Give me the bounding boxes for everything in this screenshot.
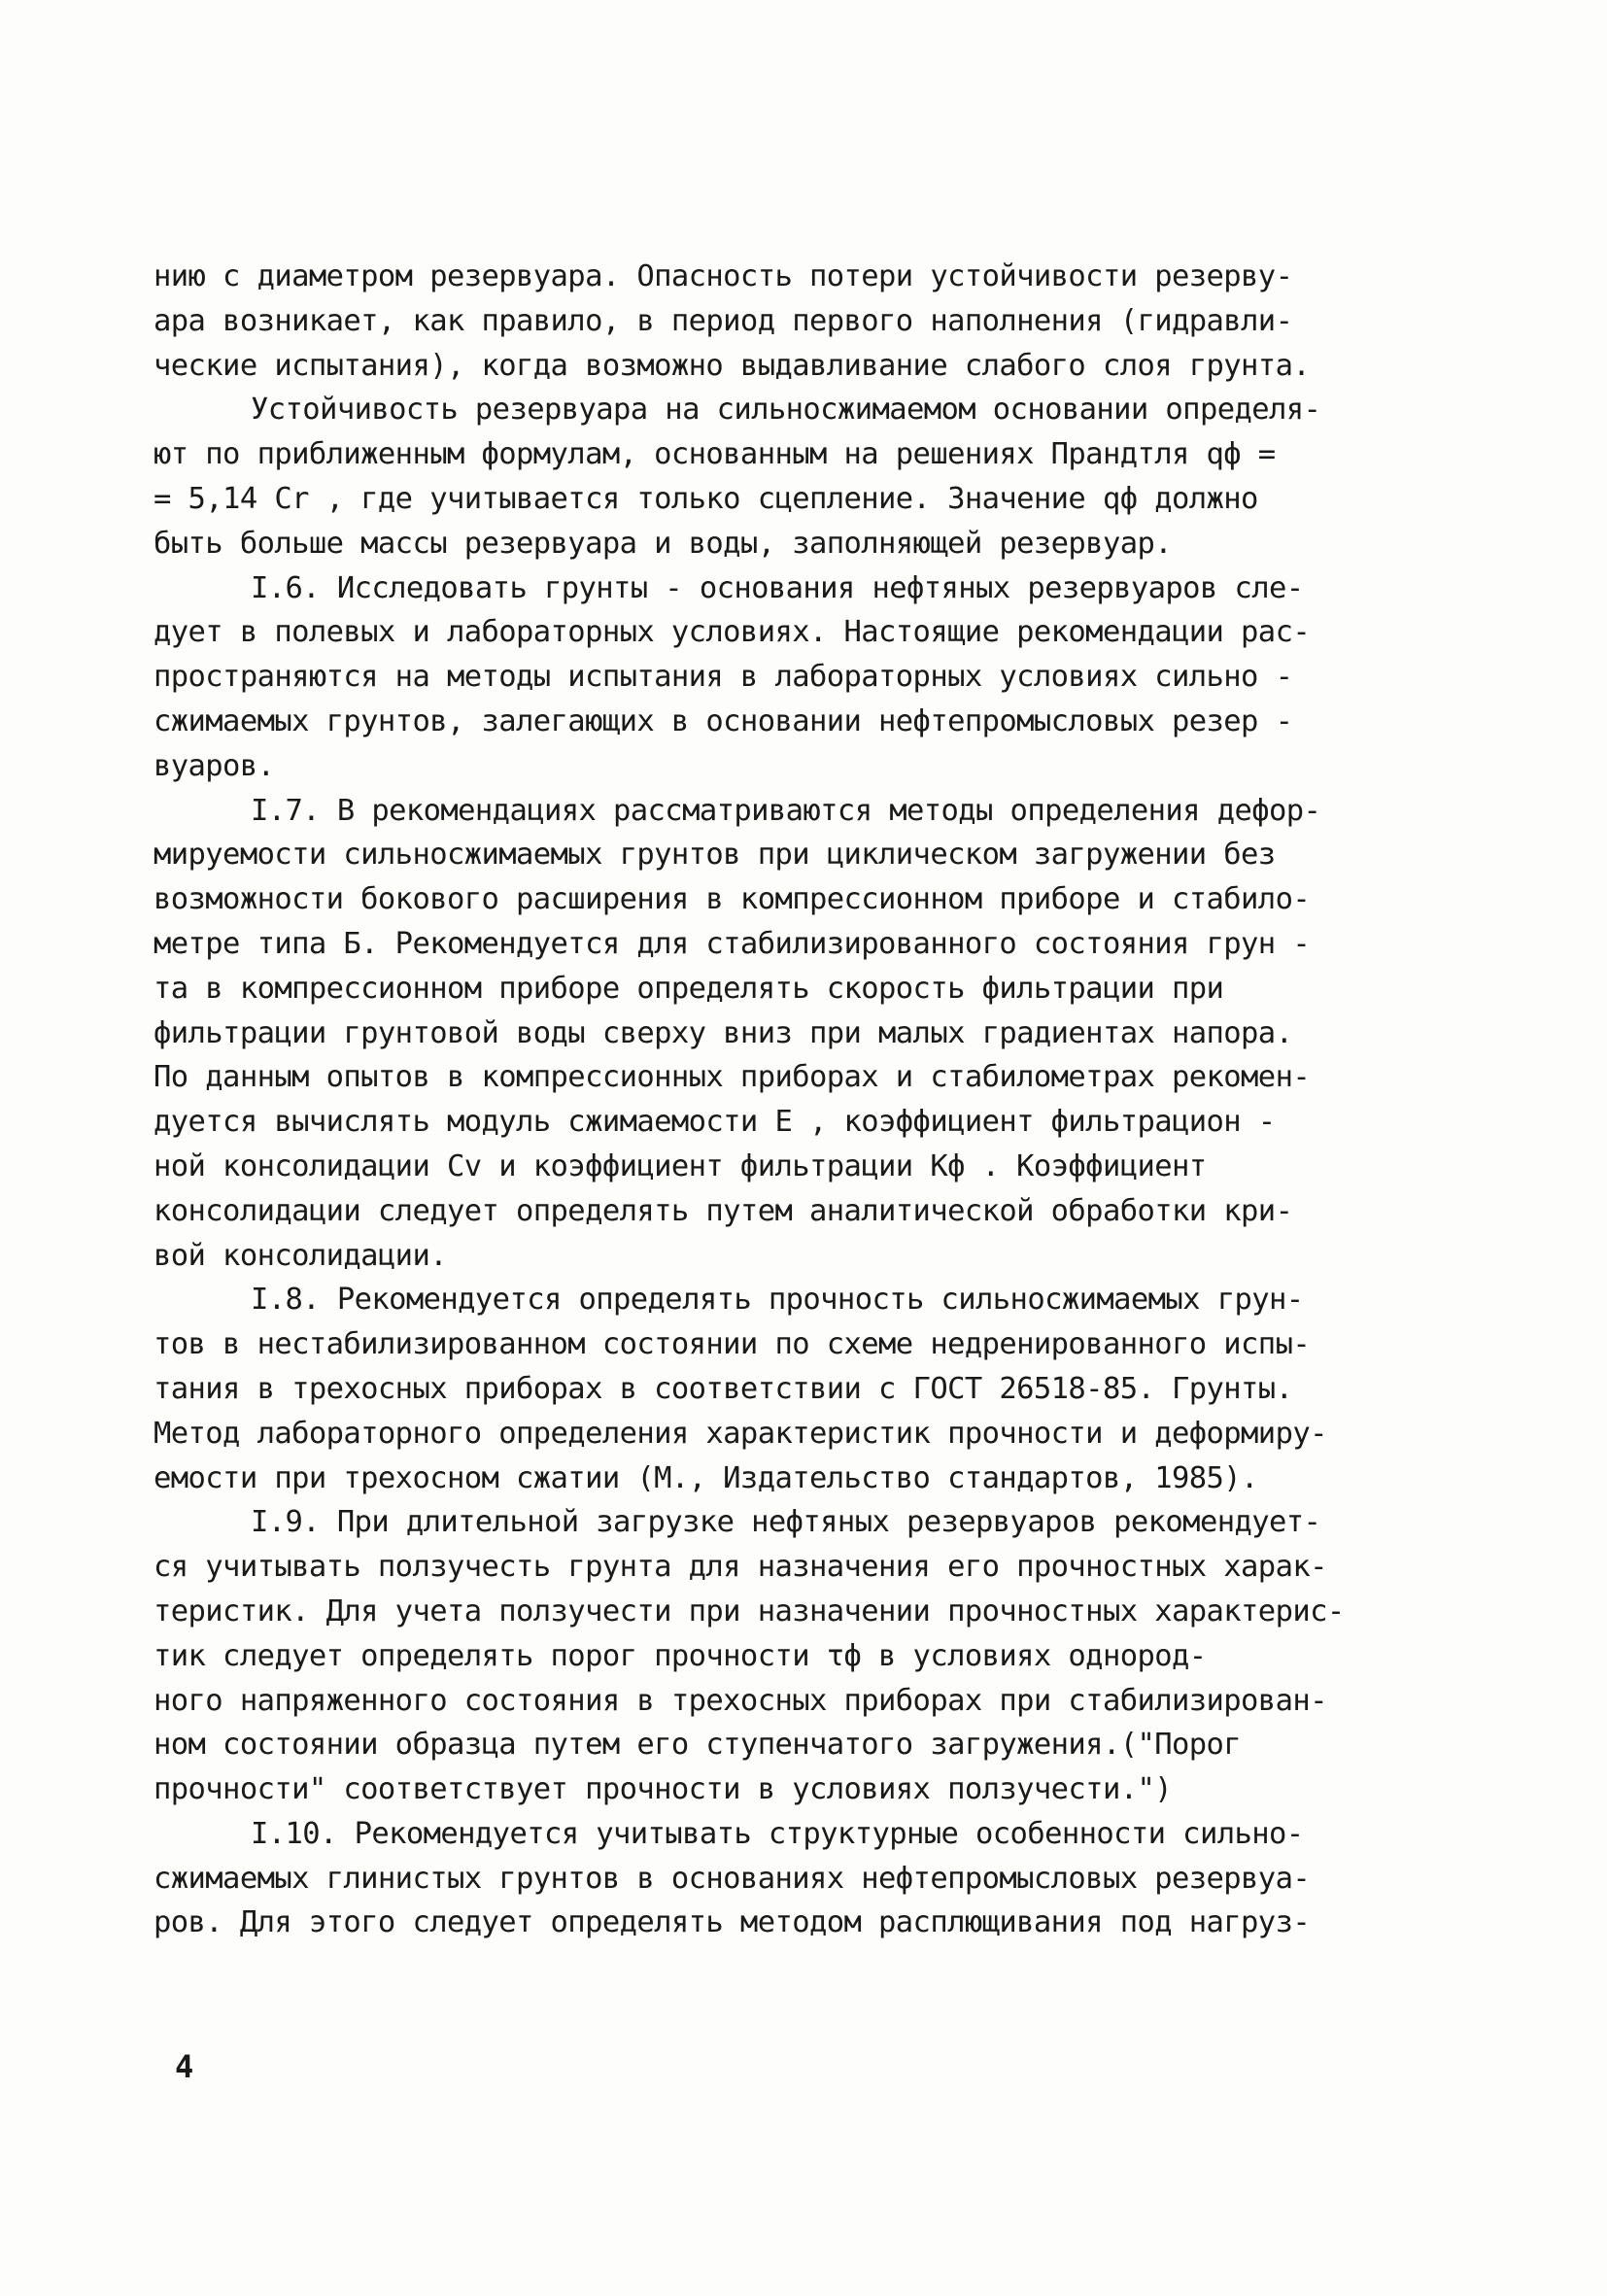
text-line: тик следует определять порог прочности τф в условиях однород- [154, 1638, 1207, 1673]
text-line: быть больше массы резервуара и воды, заполняющей резервуар. [154, 526, 1172, 561]
text-line: фильтрации грунтовой воды сверху вниз при малых градиентах напора. [154, 1015, 1293, 1050]
text-line: дует в полевых и лабораторных условиях. Настоящие рекомендации рас- [154, 615, 1311, 650]
section-1-7-start: I.7. В рекомендациях рассматриваются методы определения дефор- [251, 793, 1321, 828]
text-line: нию с диаметром резервуара. Опасность потери устойчивости резерву- [154, 259, 1293, 293]
text-line: тания в трехосных приборах в соответствии с ГОСТ 26518-85. Грунты. [154, 1371, 1293, 1406]
text-line: мируемости сильносжимаемых грунтов при циклическом загружении без [154, 838, 1276, 873]
page-number: 4 [175, 2048, 194, 2085]
text-line: сжимаемых глинистых грунтов в основаниях нефтепромысловых резервуа- [154, 1861, 1311, 1896]
text-line: Метод лабораторного определения характеристик прочности и деформиру- [154, 1416, 1327, 1451]
text-line: ют по приближенным формулам, основанным на решениях Прандтля qф = [154, 437, 1276, 472]
text-line: ного напряженного состояния в трехосных приборах при стабилизирован- [154, 1683, 1327, 1718]
section-1-8-start: I.8. Рекомендуется определять прочность сильносжимаемых грун- [251, 1283, 1304, 1318]
paragraph-start-line: Устойчивость резервуара на сильносжимаемом основании определя- [251, 393, 1321, 428]
text-line: = 5,14 Cr , где учитывается только сцепление. Значение qф должно [154, 481, 1258, 516]
text-line: ной консолидации Cv и коэффициент фильтрации Kф . Коэффициент [154, 1148, 1207, 1183]
text-line: ческие испытания), когда возможно выдавливание слабого слоя грунта. [154, 348, 1311, 383]
text-line: ара возникает, как правило, в период первого наполнения (гидравли- [154, 303, 1293, 338]
section-1-10-start: I.10. Рекомендуется учитывать структурные особенности сильно- [251, 1816, 1304, 1851]
text-line: метре типа Б. Рекомендуется для стабилизированного состояния грун - [154, 926, 1311, 961]
section-1-6-start: I.6. Исследовать грунты - основания нефтяных резервуаров сле- [251, 570, 1304, 605]
section-1-9-start: I.9. При длительной загрузке нефтяных резервуаров рекомендует- [251, 1505, 1321, 1540]
text-line: ся учитывать ползучесть грунта для назначения его прочностных харак- [154, 1550, 1327, 1585]
text-line: ров. Для этого следует определять методом расплющивания под нагруз- [154, 1905, 1311, 1940]
text-line: та в компрессионном приборе определять скорость фильтрации при [154, 971, 1224, 1006]
text-line: дуется вычислять модуль сжимаемости E , коэффициент фильтрацион - [154, 1105, 1276, 1140]
text-line: пространяются на методы испытания в лабораторных условиях сильно - [154, 660, 1293, 695]
text-line: емости при трехосном сжатии (М., Издательство стандартов, 1985). [154, 1460, 1258, 1495]
text-line: теристик. Для учета ползучести при назначении прочностных характерис- [154, 1593, 1345, 1628]
text-line: По данным опытов в компрессионных приборах и стабилометрах рекомен- [154, 1060, 1311, 1095]
text-line: ном состоянии образца путем его ступенчатого загружения.("Порог [154, 1728, 1242, 1763]
text-line: тов в нестабилизированном состоянии по схеме недренированного испы- [154, 1327, 1311, 1362]
text-line: вой консолидации. [154, 1238, 447, 1273]
text-line: возможности бокового расширения в компрессионном приборе и стабило- [154, 882, 1311, 917]
text-line: вуаров. [154, 748, 275, 783]
text-line: сжимаемых грунтов, залегающих в основании нефтепромысловых резер - [154, 703, 1293, 738]
text-line: консолидации следует определять путем аналитической обработки кри- [154, 1193, 1293, 1228]
body-text [154, 255, 1426, 1945]
text-line: прочности" соответствует прочности в условиях ползучести.") [154, 1772, 1172, 1807]
